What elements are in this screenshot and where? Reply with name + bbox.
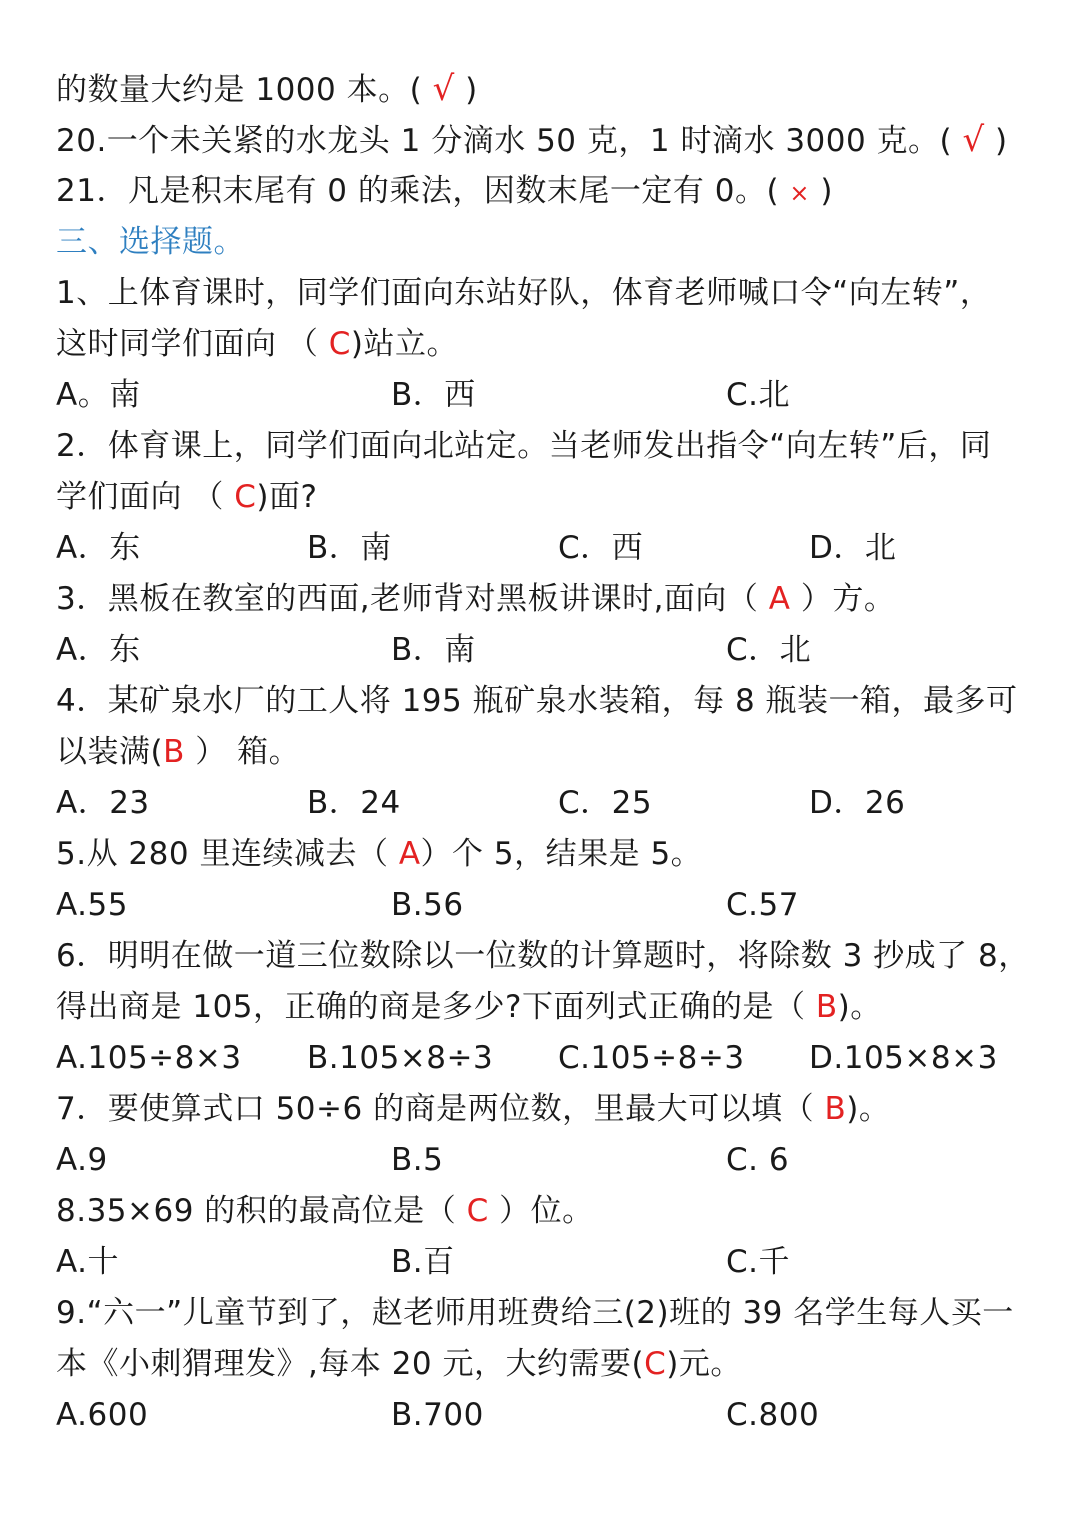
question-6-stem-end: )。: [837, 989, 882, 1025]
question-1-stem-end: )站立。: [350, 326, 458, 362]
tf-item-19-text: 的数量大约是 1000 本。(: [56, 72, 423, 108]
option-a: A.105÷8×3: [56, 1040, 242, 1076]
question-5-text: [56, 829, 1080, 880]
option-b: B．南: [391, 632, 476, 668]
tf-item-20-text: 20.一个未关紧的水龙头 1 分滴水 50 克，1 时滴水 3000 克。(: [56, 123, 953, 159]
option-a: A.十: [56, 1244, 120, 1280]
question-5-options: [56, 880, 1080, 931]
question-9-text: 9.“六一”儿童节到了，赵老师用班费给三(2)班的 39 名学生每人买一: [56, 1295, 1014, 1331]
tf-item-21-text: 21．凡是积末尾有 0 的乘法，因数末尾一定有 0。(: [56, 173, 780, 209]
check-mark: √: [432, 69, 455, 109]
question-7-text: [56, 1084, 1080, 1135]
question-8-stem-end: ）位。: [488, 1193, 594, 1229]
option-a: A.9: [56, 1142, 108, 1178]
question-1-text-cont: [56, 319, 1080, 370]
option-c: C.800: [726, 1397, 820, 1433]
option-b: B.5: [391, 1142, 444, 1178]
question-7-options: [56, 1135, 1080, 1186]
tf-item-21-close: ): [820, 173, 833, 209]
question-8-text: [56, 1186, 1080, 1237]
question-9-options: [56, 1390, 1080, 1441]
option-c: C.105÷8÷3: [558, 1040, 745, 1076]
option-a: A．23: [56, 785, 150, 821]
question-5-stem-end: ）个 5，结果是 5。: [420, 836, 703, 872]
question-1-stem: 这时同学们面向 （: [56, 326, 329, 362]
question-4-stem: 以装满(: [56, 734, 164, 770]
question-6-text: 6．明明在做一道三位数除以一位数的计算题时，将除数 3 抄成了 8，: [56, 938, 1030, 974]
question-6-options: [56, 1033, 1080, 1084]
option-b: B.700: [391, 1397, 484, 1433]
question-1-text: 1、上体育课时，同学们面向东站好队，体育老师喊口令“向左转”，: [56, 275, 992, 311]
question-3-options: [56, 625, 1080, 676]
question-8-options: [56, 1237, 1080, 1288]
question-6-text-cont: [56, 982, 1080, 1033]
option-b: B．西: [391, 377, 476, 413]
option-d: D．北: [809, 530, 897, 566]
question-4-stem-end: ） 箱。: [184, 734, 301, 770]
question-9-stem-end: )元。: [666, 1346, 742, 1382]
question-3-stem: 3．黑板在教室的西面,老师背对黑板讲课时,面向（: [56, 581, 769, 617]
tf-item-19-tail: [56, 64, 1080, 115]
option-c: C.北: [726, 377, 790, 413]
option-b: B．24: [307, 785, 401, 821]
question-2-stem-end: )面?: [256, 479, 318, 515]
cross-mark: ×: [789, 179, 811, 207]
question-1-options: [56, 370, 1080, 421]
option-b: B.105×8÷3: [307, 1040, 494, 1076]
question-9-answer: C: [644, 1346, 667, 1382]
check-mark: √: [962, 120, 985, 160]
question-2-stem: 学们面向 （: [56, 479, 235, 515]
tf-item-19-close: ): [465, 72, 478, 108]
question-2-text-cont: [56, 472, 1080, 523]
option-c: C．西: [558, 530, 644, 566]
option-d: D.105×8×3: [809, 1040, 998, 1076]
option-c: C.57: [726, 887, 799, 923]
section-title: 三、选择题。: [56, 224, 245, 260]
option-b: B．南: [307, 530, 392, 566]
question-5-answer: A: [398, 836, 421, 872]
question-2-text: 2．体育课上，同学们面向北站定。当老师发出指令“向左转”后，同: [56, 428, 992, 464]
question-8-stem: 8.35×69 的积的最高位是（: [56, 1193, 467, 1229]
question-9-stem: 本《小刺猬理发》,每本 20 元，大约需要(: [56, 1346, 645, 1382]
option-c: C. 6: [726, 1142, 790, 1178]
question-2-answer: C: [234, 479, 257, 515]
option-c: C．北: [726, 632, 812, 668]
tf-item-21: [56, 166, 1080, 217]
question-7-stem-end: )。: [846, 1091, 891, 1127]
option-b: B.百: [391, 1244, 455, 1280]
option-a: A.55: [56, 887, 128, 923]
question-4-text-cont: [56, 727, 1080, 778]
question-9-text-cont: [56, 1339, 1080, 1390]
question-8-answer: C: [466, 1193, 489, 1229]
option-a: A。南: [56, 377, 141, 413]
question-4-answer: B: [163, 734, 185, 770]
option-a: A.600: [56, 1397, 149, 1433]
question-3-answer: A: [768, 581, 791, 617]
question-3-text: [56, 574, 1080, 625]
question-2-options: [56, 523, 1080, 574]
question-7-stem: 7．要使算式口 50÷6 的商是两位数，里最大可以填（: [56, 1091, 825, 1127]
question-3-stem-end: ）方。: [790, 581, 896, 617]
option-c: C.千: [726, 1244, 790, 1280]
question-6-answer: B: [815, 989, 838, 1025]
option-a: A．东: [56, 530, 141, 566]
question-6-stem: 得出商是 105，正确的商是多少?下面列式正确的是（: [56, 989, 816, 1025]
question-4-options: [56, 778, 1080, 829]
option-a: A．东: [56, 632, 141, 668]
option-c: C．25: [558, 785, 653, 821]
tf-item-20-close: ): [995, 123, 1008, 159]
question-7-answer: B: [824, 1091, 847, 1127]
option-d: D．26: [809, 785, 906, 821]
option-b: B.56: [391, 887, 464, 923]
tf-item-20: [56, 115, 1080, 166]
question-4-text: 4．某矿泉水厂的工人将 195 瓶矿泉水装箱，每 8 瓶装一箱，最多可: [56, 683, 1018, 719]
question-5-stem: 5.从 280 里连续减去（: [56, 836, 399, 872]
question-1-answer: C: [328, 326, 351, 362]
